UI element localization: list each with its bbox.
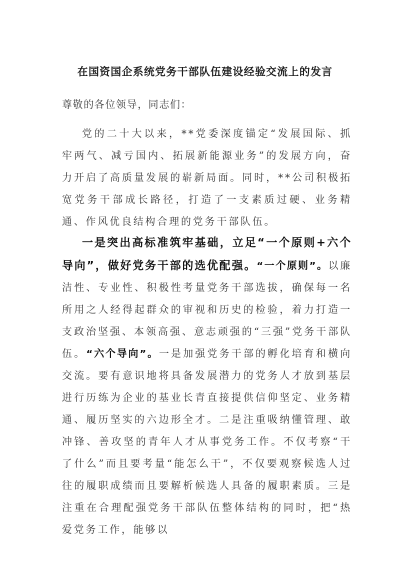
orientation-label: “六个导向”。 bbox=[86, 349, 159, 360]
principle-label: “一个原则”。 bbox=[256, 261, 329, 272]
paragraph-2-heading: 一是突出高标准筑牢基础，立足“一个原则+六个导向”，做好党务干部的选优配强。 bbox=[62, 236, 352, 272]
paragraph-2 bbox=[62, 232, 352, 542]
paragraph-1: 党的二十大以来，**党委深度锚定“发展国际、抓牢两气、减亏国内、拓展新能源业务”的发展方向，奋力开启了高质量发展的崭新局面。同时，**公司积极拓宽党务干部成长路径，打造了一支素质过硬、业务精通、作风优良结构合理的党务干部队伍。 bbox=[62, 129, 352, 228]
document-title: 在国资国企系统党务干部队伍建设经验交流上的发言 bbox=[77, 66, 333, 78]
orientation-text: 一是加强党务干部的孵化培育和横向交流。要有意识地将具备发展潜力的党务人才放到基层进行历练为企业的基业长青直接提供信仰坚定、业务精通、履历坚实的六边形全才。二是注重吸纳懂管理、敢冲锋、善攻坚的青年人才从事党务工作。不仅考察“干了什么”而且要考量“能怎么干”，不仅要观察候选人过往的履职成绩而且要解析候选人具备的履职素质。三是注重在合理配强党务干部队伍整体结构的同时，把“热爱党务工作，能够以 bbox=[62, 349, 352, 536]
principle-text: 以廉洁性、专业性、积极性考量党务干部选拔，确保每一名所用之人经得起群众的审视和历史的检验，着力打造一支政治坚强、本领高强、意志顽强的“三强”党务干部队伍。 bbox=[62, 261, 352, 360]
paragraph-2-block bbox=[62, 232, 352, 542]
paragraph-1-block bbox=[62, 124, 352, 234]
greeting: 尊敬的各位领导，同志们： bbox=[62, 100, 192, 111]
